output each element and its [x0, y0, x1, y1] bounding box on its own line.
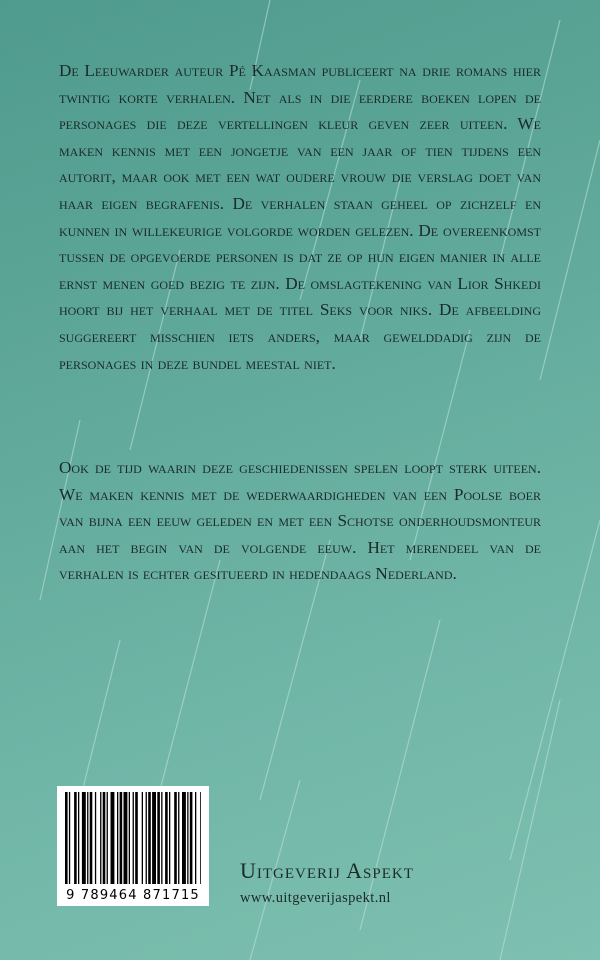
barcode-bar	[161, 792, 162, 884]
barcode-bar	[78, 792, 79, 884]
barcode-bar	[165, 792, 168, 884]
barcode-bar	[200, 792, 201, 884]
isbn-barcode	[57, 786, 209, 906]
blurb-paragraph-1: De Leeuwarder auteur Pé Kaasman publiceert na drie romans hier twintig korte verhalen. Net als in die eerdere boeken lopen de personages die deze vertellingen kleur geven zeer uiteen. We maken kennis met een jongetje van een jaar of tien tijdens een autorit, maar ook met een wat oudere vrouw die verslag doet van haar eigen begrafenis. De verhalen staan geheel op zichzelf en kunnen in willekeurige volgorde worden gelezen. De overeenkomst tussen de opgevoerde personen is dat ze op hun eigen manier in alle ernst menen goed bezig te zijn. De omslagtekening van Lior Shkedi hoort bij het verhaal met de titel Seks voor niks. De afbeelding suggereert misschien iets anders, maar gewelddadig zijn de personages in deze bundel meestal niet.	[59, 61, 541, 373]
barcode-bar	[90, 792, 93, 884]
barcode-bar	[107, 792, 108, 884]
publisher-website: www.uitgeverijaspekt.nl	[240, 890, 391, 906]
barcode-bar	[111, 792, 115, 884]
barcode-bar	[87, 792, 88, 884]
barcode-bars	[65, 792, 201, 884]
barcode-bar	[95, 792, 96, 884]
barcode-bar	[82, 792, 86, 884]
barcode-bar	[133, 792, 134, 884]
barcode-bar	[65, 792, 68, 884]
barcode-bar	[157, 792, 160, 884]
blurb-paragraph-2: Ook de tijd waarin deze geschiedenissen spelen loopt sterk uiteen. We maken kennis met de wederwaardigheden van een Poolse boer van bijna een eeuw geleden en met een Schotse onderhoudsmonteur aan het begin van de volgende eeuw. Het merendeel van de verhalen is echter gesitueerd in hedendaags Nederland.	[59, 458, 541, 584]
isbn-number: 9 789464 871715	[66, 888, 200, 903]
publisher-name: Uitgeverij Aspekt	[240, 858, 414, 883]
barcode-bar	[124, 792, 128, 884]
barcode-bar	[148, 792, 151, 884]
barcode-bar	[120, 792, 123, 884]
barcode-bar	[178, 792, 179, 884]
barcode-bar	[190, 792, 193, 884]
barcode-bar	[69, 792, 70, 884]
barcode-bar	[152, 792, 156, 884]
barcode-bar	[117, 792, 118, 884]
barcode-bar	[74, 792, 77, 884]
barcode-bar	[146, 792, 147, 884]
barcode-bar	[129, 792, 130, 884]
barcode-bar	[174, 792, 177, 884]
barcode-bar	[103, 792, 106, 884]
barcode-bar	[169, 792, 170, 884]
barcode-bar	[100, 792, 101, 884]
barcode-bar	[187, 792, 188, 884]
barcode-bar	[182, 792, 186, 884]
barcode-bar	[142, 792, 143, 884]
barcode-bar	[195, 792, 196, 884]
barcode-bar	[135, 792, 138, 884]
